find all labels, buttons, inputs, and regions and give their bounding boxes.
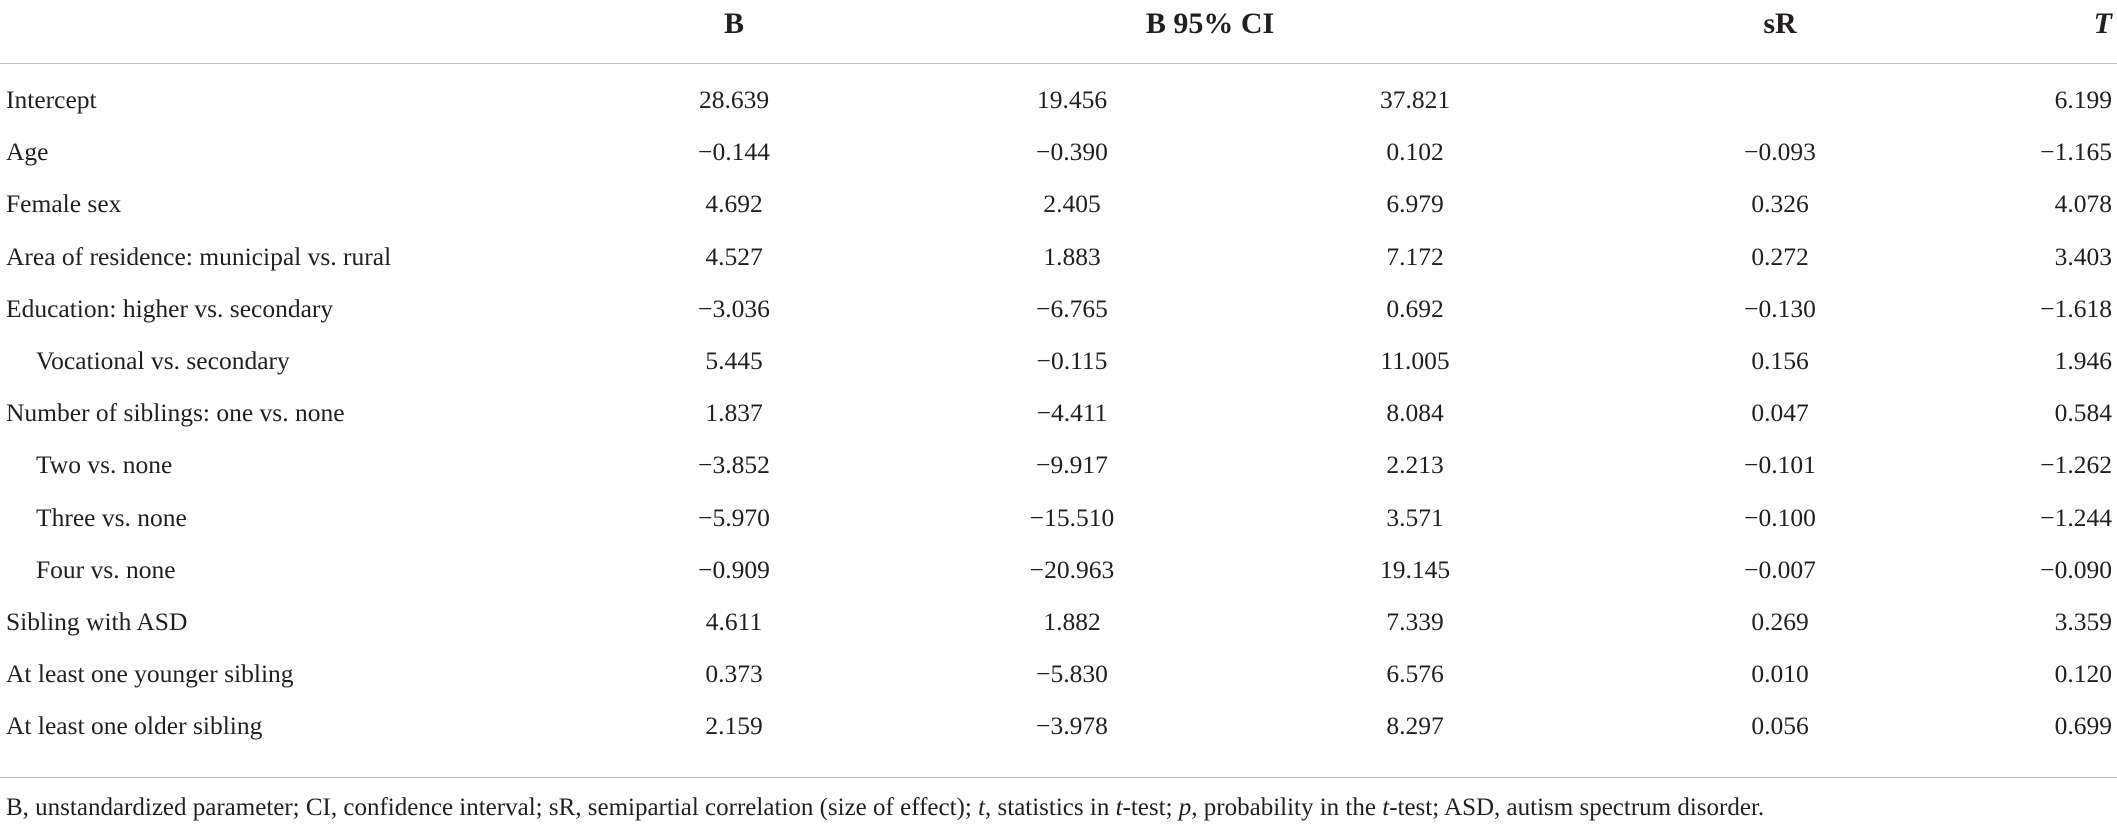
cell-t: 1.946 (2054, 345, 2112, 375)
row-label: Vocational vs. secondary (36, 345, 290, 375)
cell-b: −3.036 (698, 293, 770, 323)
cell-t: −1.618 (2040, 293, 2112, 323)
table-row (0, 553, 2117, 605)
cell-sr: −0.007 (1744, 554, 1816, 584)
row-label: Education: higher vs. secondary (6, 293, 334, 323)
footnote-t-symbol: t (1115, 794, 1123, 821)
cell-ci-low: −15.510 (1029, 502, 1115, 532)
cell-b: 2.159 (705, 711, 763, 741)
cell-sr: 0.047 (1751, 398, 1809, 428)
cell-ci-low: 2.405 (1043, 189, 1101, 219)
header-t: T (2093, 7, 2112, 40)
cell-ci-high: 6.979 (1386, 189, 1444, 219)
cell-ci-low: −5.830 (1036, 659, 1108, 689)
cell-ci-high: 0.692 (1386, 293, 1444, 323)
table-row (0, 709, 2117, 761)
row-label: Age (6, 137, 49, 167)
table-row (0, 135, 2117, 187)
cell-b: 0.373 (705, 659, 763, 689)
cell-ci-low: −9.917 (1036, 450, 1108, 480)
footer-rule (0, 777, 2117, 778)
footnote-text-4: , probability in the (1191, 794, 1383, 821)
cell-b: 4.611 (705, 606, 763, 636)
cell-sr: −0.093 (1744, 137, 1816, 167)
cell-sr: 0.056 (1751, 711, 1809, 741)
cell-ci-low: −20.963 (1029, 554, 1115, 584)
cell-ci-high: 2.213 (1386, 450, 1444, 480)
cell-t: 4.078 (2054, 189, 2112, 219)
table-row (0, 292, 2117, 344)
cell-b: −0.144 (698, 137, 770, 167)
header-sr: sR (1763, 7, 1797, 40)
cell-b: −0.909 (698, 554, 770, 584)
row-label: Number of siblings: one vs. none (6, 398, 345, 428)
cell-ci-high: 8.084 (1386, 398, 1444, 428)
table-row (0, 240, 2117, 292)
table-row (0, 344, 2117, 396)
table-footnote (6, 791, 2111, 825)
cell-sr: 0.010 (1751, 659, 1809, 689)
cell-b: 4.692 (705, 189, 763, 219)
cell-ci-low: −3.978 (1036, 711, 1108, 741)
row-label: Intercept (6, 85, 97, 114)
cell-ci-high: 37.821 (1379, 85, 1451, 114)
row-label: At least one younger sibling (6, 659, 294, 689)
cell-b: −5.970 (698, 502, 770, 532)
cell-ci-low: −6.765 (1036, 293, 1108, 323)
table-row (0, 657, 2117, 709)
cell-t: 3.359 (2054, 606, 2112, 636)
table-row (0, 187, 2117, 239)
cell-t: 3.403 (2054, 241, 2112, 271)
cell-ci-low: −0.115 (1036, 345, 1108, 375)
cell-sr (1690, 83, 1870, 117)
cell-b: −3.852 (698, 450, 770, 480)
cell-ci-low: 1.883 (1043, 241, 1101, 271)
footnote-text-5: -test; ASD, autism spectrum disorder. (1389, 794, 1765, 821)
cell-sr: 0.272 (1751, 241, 1809, 271)
cell-sr: −0.100 (1744, 502, 1816, 532)
footnote-t-symbol: t (1382, 794, 1390, 821)
cell-t: 0.699 (2054, 711, 2112, 741)
cell-t: 0.584 (2054, 398, 2112, 428)
row-label: Three vs. none (36, 502, 187, 532)
cell-t: −1.165 (2040, 137, 2112, 167)
cell-ci-low: 1.882 (1043, 606, 1101, 636)
cell-ci-low: 19.456 (1036, 85, 1108, 114)
cell-t: 6.199 (2054, 85, 2112, 114)
table-header (0, 0, 2117, 64)
cell-b: 28.639 (698, 85, 770, 114)
table-row (0, 83, 2117, 135)
cell-sr: −0.130 (1744, 293, 1816, 323)
cell-ci-low: −0.390 (1036, 137, 1108, 167)
cell-sr: 0.269 (1751, 606, 1809, 636)
footnote-text-1: B, unstandardized parameter; CI, confidence interval; sR, semipartial correlation (size of effect); (6, 794, 979, 821)
cell-t: −1.244 (2040, 502, 2112, 532)
footnote-text-2: , statistics in (985, 794, 1116, 821)
header-ci: B 95% CI (1145, 7, 1275, 40)
cell-ci-high: 6.576 (1386, 659, 1444, 689)
cell-t: −0.090 (2040, 554, 2112, 584)
cell-t: 0.120 (2054, 659, 2112, 689)
cell-ci-high: 7.172 (1386, 241, 1444, 271)
cell-ci-high: 0.102 (1386, 137, 1444, 167)
footnote-text-3: -test; (1122, 794, 1179, 821)
cell-b: 5.445 (705, 345, 763, 375)
table-row (0, 396, 2117, 448)
cell-ci-high: 8.297 (1386, 711, 1444, 741)
header-b: B (723, 7, 744, 40)
header-rule (0, 63, 2117, 64)
row-label: Female sex (6, 189, 122, 219)
cell-sr: 0.156 (1751, 345, 1809, 375)
cell-sr: 0.326 (1751, 189, 1809, 219)
table-row (0, 448, 2117, 500)
cell-ci-high: 11.005 (1380, 345, 1450, 375)
cell-b: 4.527 (705, 241, 763, 271)
cell-ci-high: 19.145 (1379, 554, 1451, 584)
row-label: Sibling with ASD (6, 606, 188, 636)
cell-b: 1.837 (705, 398, 763, 428)
row-label: Area of residence: municipal vs. rural (6, 241, 392, 271)
row-label: Two vs. none (36, 450, 173, 480)
row-label: Four vs. none (36, 554, 176, 584)
cell-ci-high: 7.339 (1386, 606, 1444, 636)
footnote-t-symbol: t (978, 794, 986, 821)
table-row (0, 501, 2117, 553)
cell-ci-low: −4.411 (1036, 398, 1108, 428)
table-row (0, 605, 2117, 657)
table-body (0, 83, 2117, 761)
cell-t: −1.262 (2040, 450, 2112, 480)
cell-sr: −0.101 (1744, 450, 1816, 480)
footnote-p-symbol: p (1178, 794, 1192, 821)
row-label: At least one older sibling (6, 711, 263, 741)
cell-ci-high: 3.571 (1386, 502, 1444, 532)
